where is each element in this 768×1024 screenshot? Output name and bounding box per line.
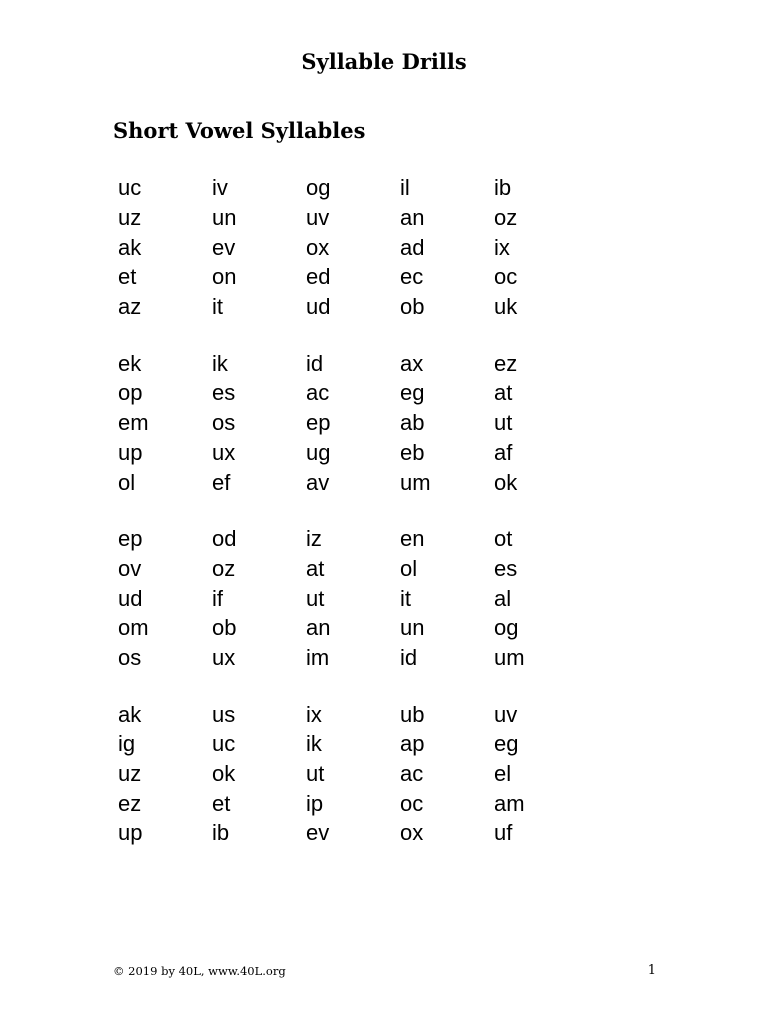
syllable-row <box>118 348 598 378</box>
syllable: ob <box>400 294 425 320</box>
syllable: ob <box>212 615 237 641</box>
syllable: um <box>494 644 525 670</box>
syllable: ix <box>494 234 510 260</box>
syllable-row <box>118 818 598 848</box>
syllable: el <box>494 761 512 787</box>
syllable-group-2 <box>118 348 598 496</box>
syllable: uz <box>118 761 142 787</box>
syllable: uv <box>306 205 330 231</box>
syllable: ax <box>400 350 424 376</box>
syllable: uc <box>118 175 142 201</box>
syllable: et <box>118 264 137 290</box>
syllable: ok <box>212 761 236 787</box>
syllable: ut <box>306 761 325 787</box>
syllable-group-3 <box>118 524 598 672</box>
syllable: ek <box>118 350 142 376</box>
syllable-group-4 <box>118 699 598 847</box>
syllable: eg <box>400 380 425 406</box>
syllable: uz <box>118 205 142 231</box>
syllable: ol <box>118 469 136 495</box>
syllable: um <box>400 469 431 495</box>
syllable: ab <box>400 410 425 436</box>
syllable: av <box>306 469 330 495</box>
syllable: ig <box>118 731 136 757</box>
syllable-row <box>118 524 598 554</box>
copyright-notice: © 2019 by 40L, www.40L.org <box>113 964 286 978</box>
syllable: ip <box>306 790 324 816</box>
syllable-row <box>118 378 598 408</box>
syllable: ev <box>212 234 236 260</box>
syllable-drill-grid <box>118 173 598 875</box>
syllable-group-1 <box>118 173 598 321</box>
syllable: id <box>400 644 418 670</box>
syllable: ov <box>118 555 142 581</box>
syllable: os <box>212 410 236 436</box>
syllable: ep <box>118 526 143 552</box>
syllable: ib <box>212 820 230 846</box>
syllable: ad <box>400 234 425 260</box>
syllable-row <box>118 467 598 497</box>
syllable-row <box>118 788 598 818</box>
syllable: ak <box>118 234 142 260</box>
syllable: up <box>118 820 143 846</box>
syllable: ev <box>306 820 330 846</box>
syllable-row <box>118 613 598 643</box>
syllable: op <box>118 380 143 406</box>
syllable: od <box>212 526 237 552</box>
syllable: ol <box>400 555 418 581</box>
syllable-row <box>118 729 598 759</box>
syllable: ox <box>306 234 330 260</box>
syllable: un <box>400 615 425 641</box>
page-number: 1 <box>647 963 656 978</box>
syllable: im <box>306 644 330 670</box>
syllable: ix <box>306 701 322 727</box>
syllable: eb <box>400 439 425 465</box>
syllable: ac <box>306 380 330 406</box>
syllable: ib <box>494 175 512 201</box>
syllable: al <box>494 585 512 611</box>
syllable-row <box>118 408 598 438</box>
syllable: iz <box>306 526 322 552</box>
syllable: ot <box>494 526 513 552</box>
syllable: os <box>118 644 142 670</box>
syllable: ub <box>400 701 425 727</box>
syllable: an <box>400 205 425 231</box>
syllable: at <box>494 380 513 406</box>
syllable: it <box>212 294 223 320</box>
syllable-row <box>118 699 598 729</box>
syllable-row <box>118 438 598 468</box>
syllable: ik <box>306 731 322 757</box>
syllable: il <box>400 175 410 201</box>
syllable: uk <box>494 294 518 320</box>
syllable-row <box>118 232 598 262</box>
syllable: ik <box>212 350 228 376</box>
syllable: ez <box>118 790 142 816</box>
syllable-row <box>118 292 598 322</box>
syllable: ok <box>494 469 518 495</box>
syllable: oc <box>494 264 518 290</box>
syllable: ug <box>306 439 331 465</box>
syllable: af <box>494 439 513 465</box>
syllable: et <box>212 790 231 816</box>
syllable-row <box>118 203 598 233</box>
syllable: ux <box>212 439 236 465</box>
syllable: uf <box>494 820 513 846</box>
syllable: un <box>212 205 237 231</box>
syllable: ap <box>400 731 425 757</box>
syllable: us <box>212 701 236 727</box>
syllable: iv <box>212 175 228 201</box>
syllable-row <box>118 554 598 584</box>
syllable: at <box>306 555 325 581</box>
syllable-row <box>118 643 598 673</box>
syllable: on <box>212 264 237 290</box>
syllable: oc <box>400 790 424 816</box>
syllable-row <box>118 262 598 292</box>
syllable: ef <box>212 469 231 495</box>
syllable: id <box>306 350 324 376</box>
syllable: ed <box>306 264 331 290</box>
syllable: am <box>494 790 525 816</box>
syllable: es <box>212 380 236 406</box>
syllable: og <box>494 615 519 641</box>
section-heading: Short Vowel Syllables <box>113 118 366 143</box>
syllable: em <box>118 410 149 436</box>
syllable: up <box>118 439 143 465</box>
syllable-row <box>118 759 598 789</box>
syllable: ec <box>400 264 424 290</box>
syllable: ep <box>306 410 331 436</box>
syllable: az <box>118 294 142 320</box>
syllable: uv <box>494 701 518 727</box>
syllable: it <box>400 585 411 611</box>
syllable-row <box>118 173 598 203</box>
syllable: en <box>400 526 425 552</box>
page-title: Syllable Drills <box>301 49 467 74</box>
syllable: ud <box>118 585 143 611</box>
syllable-row <box>118 583 598 613</box>
syllable: es <box>494 555 518 581</box>
syllable: ux <box>212 644 236 670</box>
syllable: ut <box>494 410 513 436</box>
syllable: ez <box>494 350 518 376</box>
syllable: ut <box>306 585 325 611</box>
syllable: eg <box>494 731 519 757</box>
syllable: om <box>118 615 149 641</box>
syllable: ud <box>306 294 331 320</box>
syllable: an <box>306 615 331 641</box>
syllable: oz <box>212 555 236 581</box>
syllable: ac <box>400 761 424 787</box>
syllable: if <box>212 585 223 611</box>
syllable: og <box>306 175 331 201</box>
syllable: ox <box>400 820 424 846</box>
syllable: uc <box>212 731 236 757</box>
syllable: oz <box>494 205 518 231</box>
syllable: ak <box>118 701 142 727</box>
